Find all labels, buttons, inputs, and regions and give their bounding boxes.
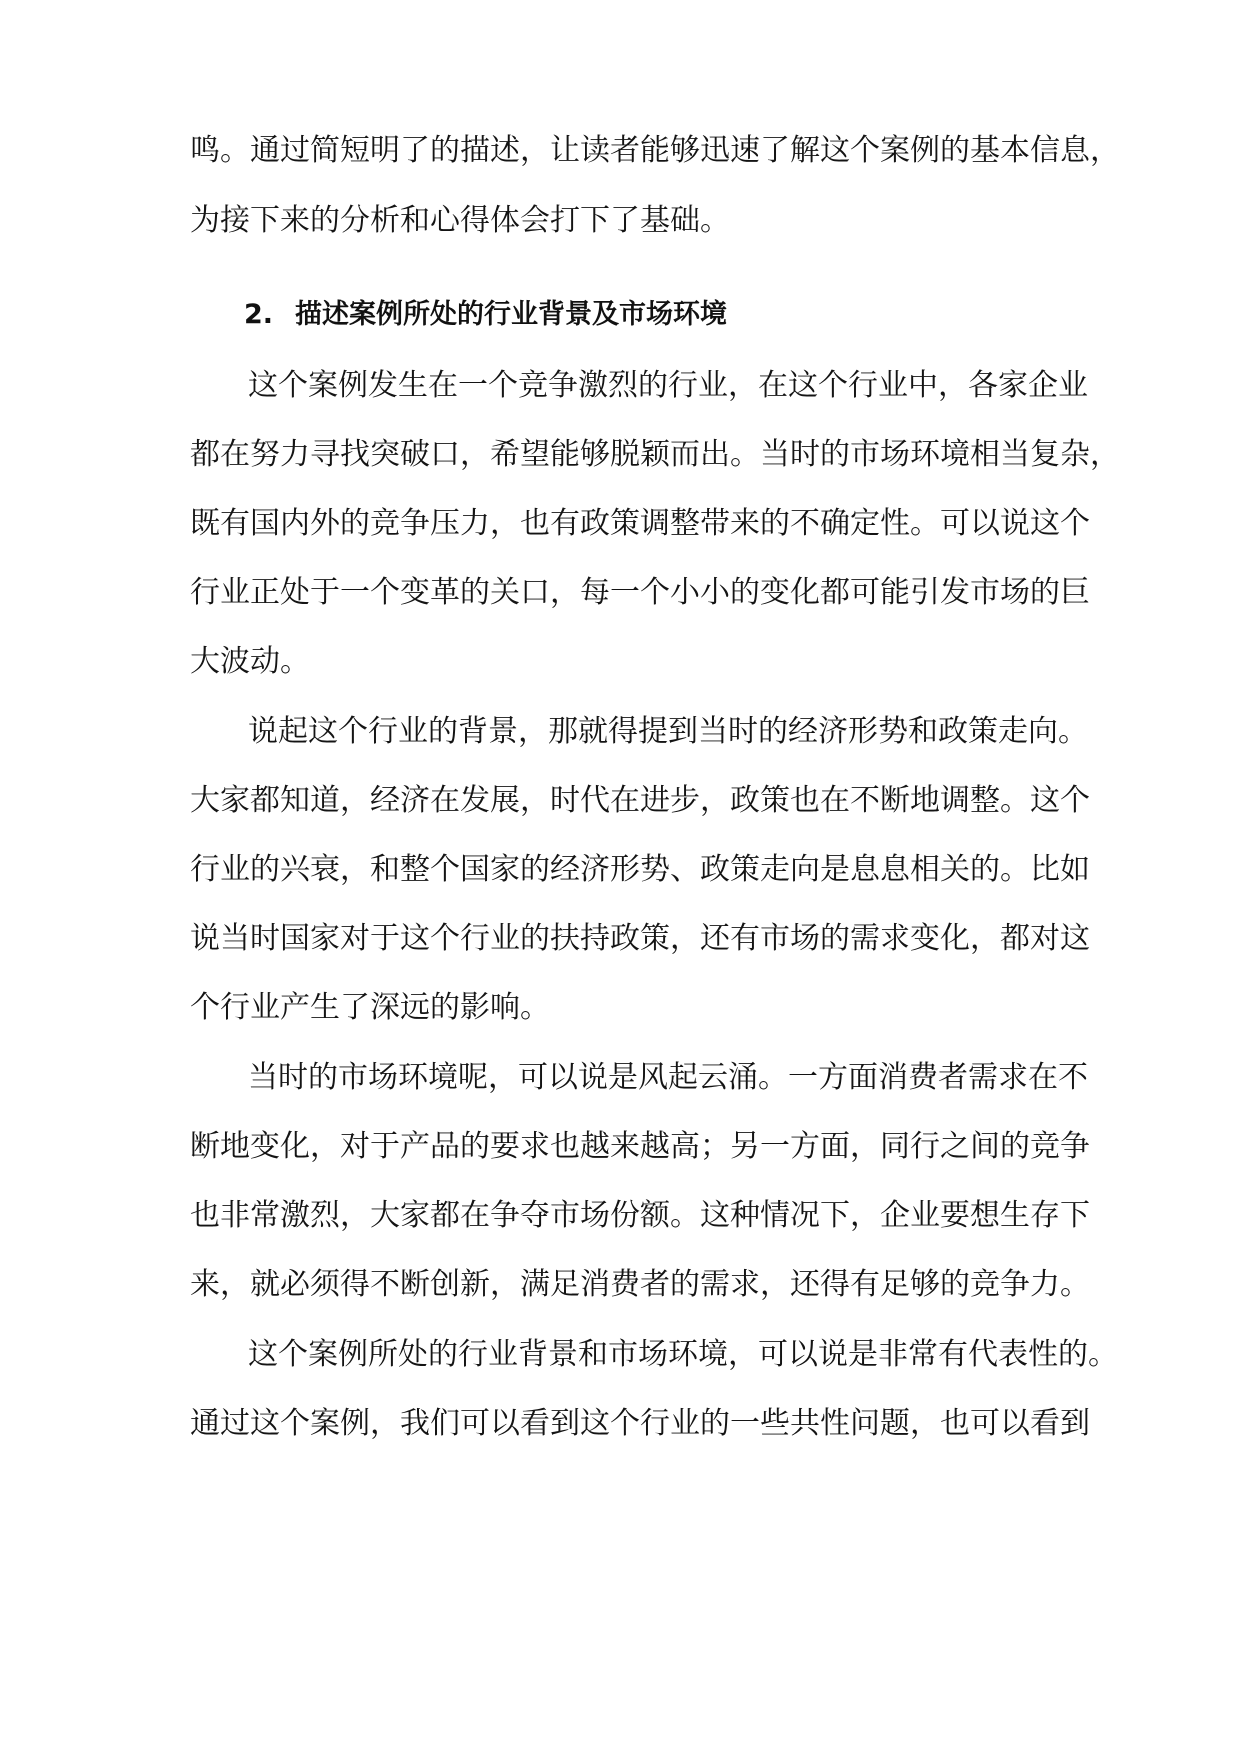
section-heading [244, 292, 727, 338]
paragraph-4-line-1: 这个案例所处的行业背景和市场环境，可以说是非常有代表性的。 [248, 1337, 1118, 1372]
paragraph-1-line-1: 这个案例发生在一个竞争激烈的行业，在这个行业中，各家企业 [248, 368, 1088, 403]
paragraph-1-line-4: 行业正处于一个变革的关口，每一个小小的变化都可能引发市场的巨 [190, 575, 1090, 610]
paragraph-3-line-2: 断地变化，对于产品的要求也越来越高；另一方面，同行之间的竞争 [190, 1129, 1090, 1164]
paragraph-1-line-3: 既有国内外的竞争压力，也有政策调整带来的不确定性。可以说这个 [190, 506, 1090, 541]
paragraph-3-line-3: 也非常激烈，大家都在争夺市场份额。这种情况下，企业要想生存下 [190, 1198, 1090, 1233]
paragraph-2-line-1: 说起这个行业的背景，那就得提到当时的经济形势和政策走向。 [248, 714, 1088, 749]
section-number: 2. [244, 299, 274, 330]
section-title: 描述案例所处的行业背景及市场环境 [295, 299, 728, 330]
paragraph-3-line-1: 当时的市场环境呢，可以说是风起云涌。一方面消费者需求在不 [248, 1060, 1088, 1095]
paragraph-2-line-3: 行业的兴衰，和整个国家的经济形势、政策走向是息息相关的。比如 [190, 852, 1090, 887]
paragraph-1-line-5: 大波动。 [190, 644, 310, 679]
paragraph-2-line-2: 大家都知道，经济在发展，时代在进步，政策也在不断地调整。这个 [190, 783, 1090, 818]
paragraph-2-line-4: 说当时国家对于这个行业的扶持政策，还有市场的需求变化，都对这 [190, 921, 1090, 956]
paragraph-3-line-4: 来，就必须得不断创新，满足消费者的需求，还得有足够的竞争力。 [190, 1267, 1090, 1302]
intro-line-2: 为接下来的分析和心得体会打下了基础。 [190, 203, 730, 238]
paragraph-1-line-2: 都在努力寻找突破口，希望能够脱颖而出。当时的市场环境相当复杂， [190, 437, 1120, 472]
paragraph-4-line-2: 通过这个案例，我们可以看到这个行业的一些共性问题，也可以看到 [190, 1406, 1090, 1441]
paragraph-2-line-5: 个行业产生了深远的影响。 [190, 990, 550, 1025]
intro-line-1: 鸣。通过简短明了的描述，让读者能够迅速了解这个案例的基本信息， [190, 133, 1120, 168]
